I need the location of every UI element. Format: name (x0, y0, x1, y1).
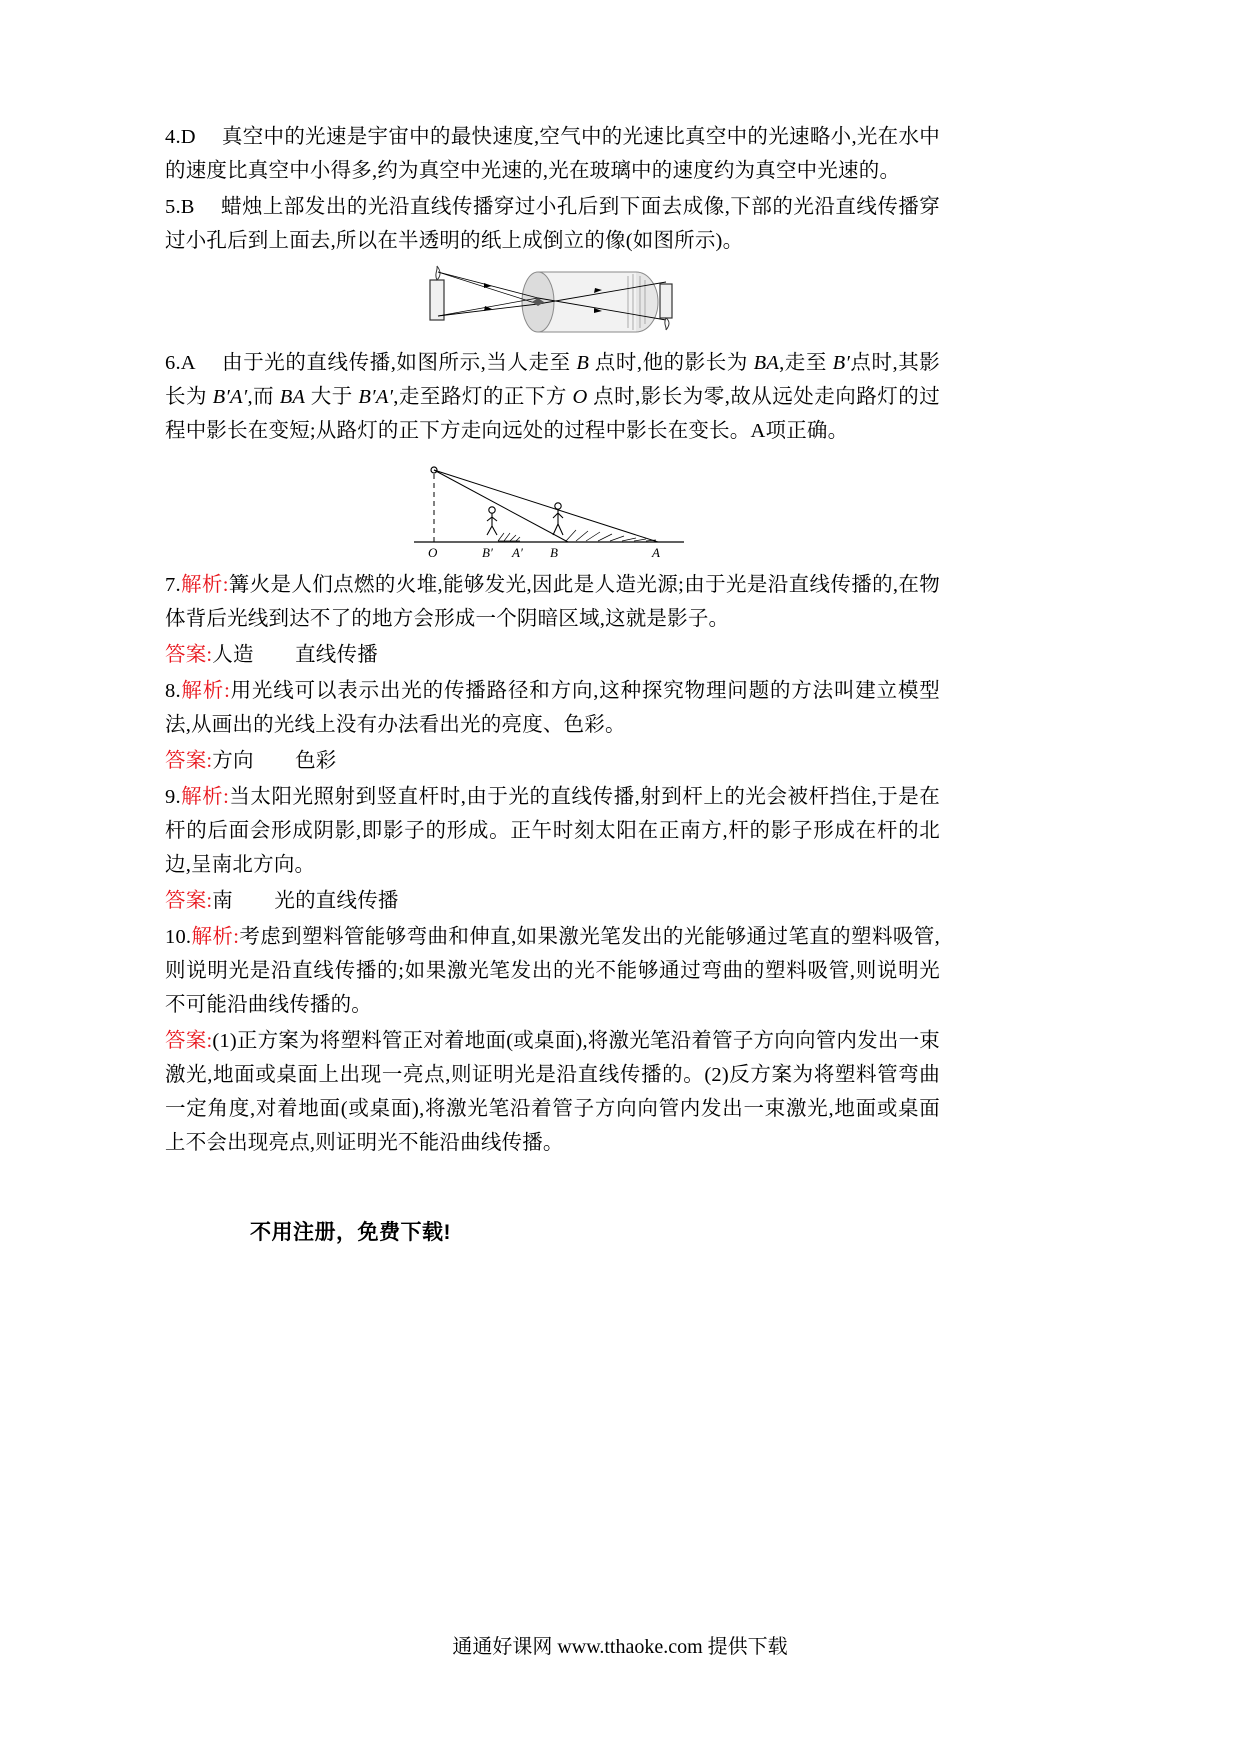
item-8-number: 8. (165, 680, 181, 702)
math-variable: B′A′ (212, 386, 248, 408)
item-4-text: 真空中的光速是宇宙中的最快速度,空气中的光速比真空中的光速略小,光在水中的速度比真空中小得多,约为真空中光速的,光在玻璃中的速度约为真空中光速的。 (165, 126, 940, 182)
solution-item-9-analysis (165, 780, 940, 882)
item-10-analysis-label: 解析: (191, 926, 240, 948)
document-content (165, 120, 940, 1246)
item-8-answer-text: 方向 色彩 (212, 750, 337, 772)
math-variable: O (572, 386, 588, 408)
svg-text:B: B (549, 545, 558, 560)
item-5-number: 5. (165, 196, 181, 218)
item-9-answer-text: 南 光的直线传播 (212, 890, 399, 912)
item-7-analysis-text: 篝火是人们点燃的火堆,能够发光,因此是人造光源;由于光是沿直线传播的,在物体背后光线到达不了的地方会形成一个阴暗区域,这就是影子。 (165, 574, 941, 630)
item-7-analysis-label: 解析: (180, 574, 229, 596)
item-8-analysis-label: 解析: (180, 680, 230, 702)
solution-item-8-analysis (165, 674, 940, 742)
math-variable: BA (279, 386, 306, 408)
item-7-number: 7. (165, 574, 181, 596)
math-variable: B′A′ (358, 386, 394, 408)
solution-item-9-answer (165, 884, 940, 918)
math-variable: BA (753, 352, 780, 374)
solution-item-5 (165, 190, 940, 258)
math-variable: B (576, 352, 590, 374)
page-footer: 通通好课网 www.tthaoke.com 提供下载 (452, 1636, 788, 1658)
item-6-text: 由于光的直线传播,如图所示,当人走至 B 点时,他的影长为 BA,走至 B′点时,其影长为 B′A′,而 BA 大于 B′A′,走至路灯的正下方 O 点时,影长为零,故从远处走向路灯的过程中影长在变短;从路灯的正下方走向远处的过程中影长在变长。A项正确。 (165, 352, 940, 442)
solution-item-7-analysis (165, 568, 940, 636)
item-10-analysis-text: 考虑到塑料管能够弯曲和伸直,如果激光笔发出的光能够通过笔直的塑料吸管,则说明光是沿直线传播的;如果激光笔发出的光不能够通过弯曲的塑料吸管,则说明光不可能沿曲线传播的。 (165, 926, 940, 1016)
item-4-answer-letter: D (180, 126, 196, 148)
promo-text: 不用注册，免费下载! (250, 1221, 451, 1244)
svg-text:A: A (651, 545, 660, 560)
item-10-number: 10. (165, 926, 192, 948)
item-5-text: 蜡烛上部发出的光沿直线传播穿过小孔后到下面去成像,下部的光沿直线传播穿过小孔后到上面去,所以在半透明的纸上成倒立的像(如图所示)。 (165, 196, 940, 252)
solution-item-10-answer (165, 1024, 940, 1160)
svg-text:B′: B′ (481, 545, 493, 560)
item-10-answer-text: (1)正方案为将塑料管正对着地面(或桌面),将激光笔沿着管子方向向管内发出一束激光,地面或桌面上出现一亮点,则证明光是沿直线传播的。(2)反方案为将塑料管弯曲一定角度,对着地面(或桌面),将激光笔沿着管子方向向管内发出一束激光,地面或桌面上不会出现亮点,则证明光不能沿曲线传播。 (165, 1030, 941, 1154)
pinhole-camera-diagram (165, 264, 940, 336)
item-9-analysis-text: 当太阳光照射到竖直杆时,由于光的直线传播,射到杆上的光会被杆挡住,于是在杆的后面会形成阴影,即影子的形成。正午时刻太阳在正南方,杆的影子形成在杆的北边,呈南北方向。 (165, 786, 941, 876)
item-6-number: 6. (165, 352, 181, 374)
item-4-number: 4. (165, 126, 181, 148)
solution-item-8-answer (165, 744, 940, 778)
svg-text:A′: A′ (511, 545, 523, 560)
solution-item-10-analysis (165, 920, 940, 1022)
item-8-answer-label: 答案: (165, 750, 213, 772)
solution-item-6 (165, 346, 940, 448)
item-7-answer-text: 人造 直线传播 (212, 644, 378, 666)
item-8-analysis-text: 用光线可以表示出光的传播路径和方向,这种探究物理问题的方法叫建立模型法,从画出的光线上没有办法看出光的亮度、色彩。 (165, 680, 940, 736)
solution-item-7-answer (165, 638, 940, 672)
item-6-answer-letter: A (180, 352, 196, 374)
item-9-analysis-label: 解析: (180, 786, 230, 808)
item-9-answer-label: 答案: (165, 890, 213, 912)
item-10-answer-label: 答案: (165, 1030, 213, 1052)
item-9-number: 9. (165, 786, 181, 808)
solution-item-4 (165, 120, 940, 188)
item-5-answer-letter: B (180, 196, 195, 218)
item-7-answer-label: 答案: (165, 644, 213, 666)
svg-text:O: O (427, 545, 437, 560)
streetlight-shadow-diagram (165, 462, 940, 562)
math-variable: B′ (832, 352, 851, 374)
